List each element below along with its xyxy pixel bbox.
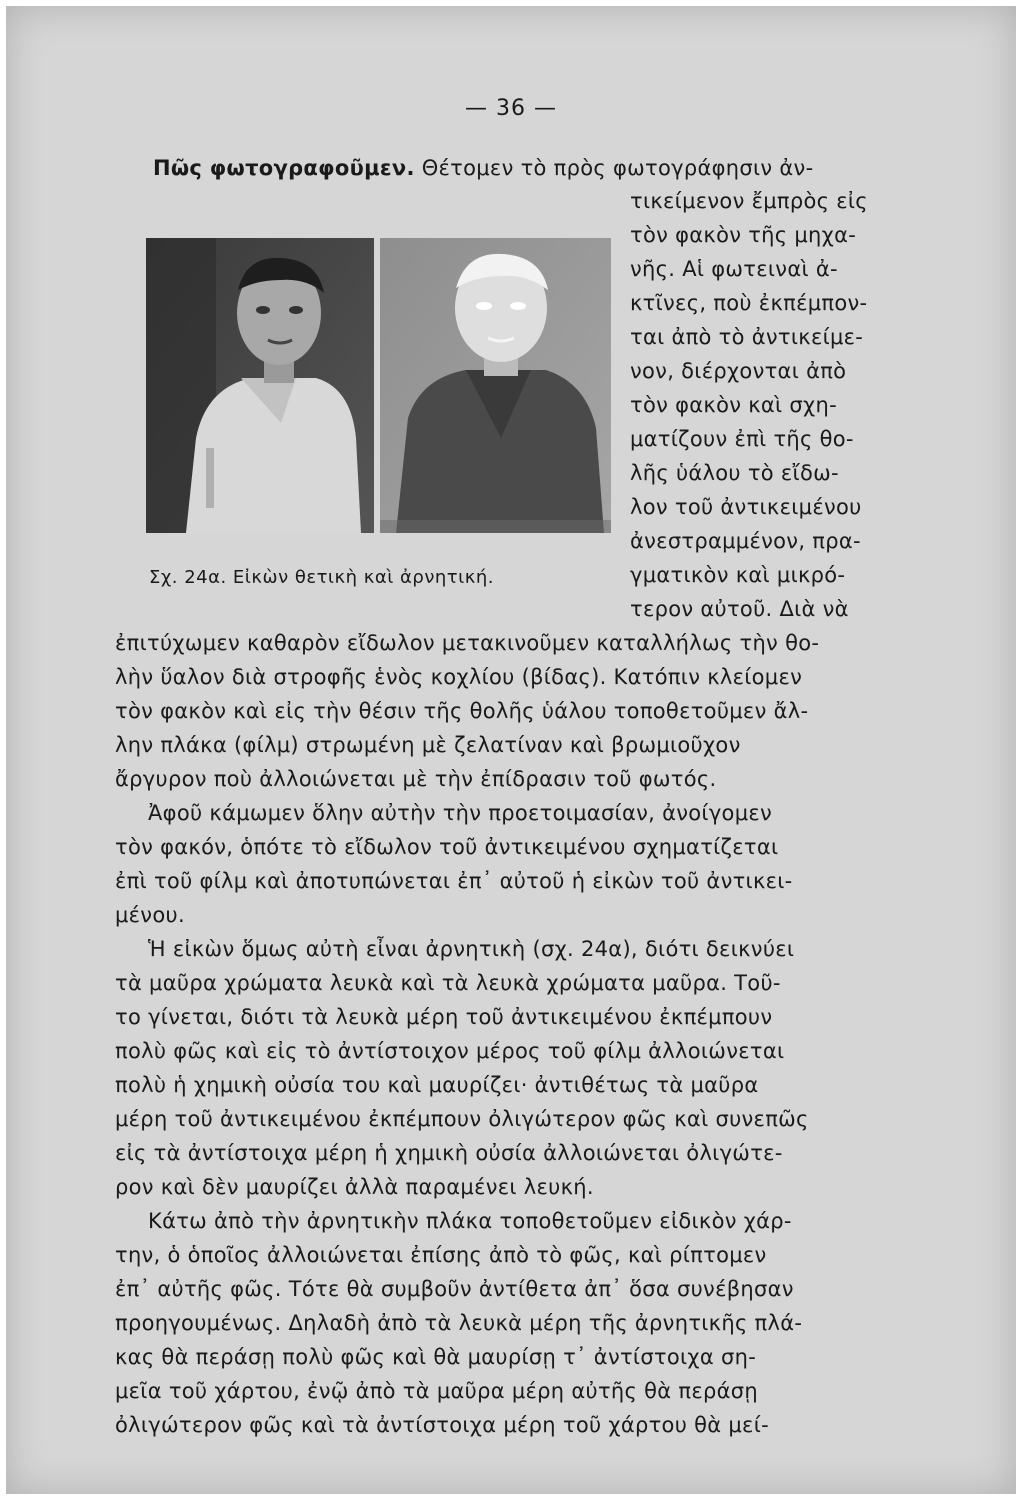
text-line: τὸν φακόν, ὁπότε τὸ εἴδωλον τοῦ ἀντικειμένου σχηματίζεται [115,835,779,859]
text-line: ἀνεστραμμένον, πρα- [630,529,861,553]
negative-photo [380,238,611,533]
text-line: προηγουμένως. Δηλαδὴ ἀπὸ τὰ λευκὰ μέρη τῆς ἀρνητικῆς πλά- [115,1311,803,1335]
text-line: κας θὰ περάσῃ πολὺ φῶς καὶ θὰ μαυρίσῃ τ᾽ ἀντίστοιχα ση- [115,1345,757,1369]
page-number: — 36 — [465,96,557,121]
text-line: κτῖνες, ποὺ ἐκπέμπον- [630,291,868,315]
text-line: ὀλιγώτερον φῶς καὶ τὰ ἀντίστοιχα μέρη τοῦ χάρτου θὰ μεί- [115,1413,769,1437]
text-line: τερον αὐτοῦ. Διὰ νὰ [630,597,849,621]
text-line: Κάτω ἀπὸ τὴν ἀρνητικὴν πλάκα τοποθετοῦμεν εἰδικὸν χάρ- [148,1209,792,1233]
text-line: ται ἀπὸ τὸ ἀντικείμε- [630,325,864,349]
text-line: νον, διέρχονται ἀπὸ [630,359,847,383]
text-line: Ἡ εἰκὼν ὅμως αὐτὴ εἶναι ἀρνητικὴ (σχ. 24α), διότι δεικνύει [148,937,795,961]
figure-caption: Σχ. 24α. Εἰκὼν θετικὴ καὶ ἀρνητική. [149,567,494,588]
figure-photos [146,238,611,533]
text-line: Πῶς φωτογραφοῦμεν. Θέτομεν τὸ πρὸς φωτογράφησιν ἀν- [153,156,814,180]
text-line: την, ὁ ὁποῖος ἀλλοιώνεται ἐπίσης ἀπὸ τὸ φῶς, καὶ ρίπτομεν [115,1243,767,1267]
positive-photo [146,238,374,533]
text-line: εἰς τὰ ἀντίστοιχα μέρη ἡ χημικὴ οὐσία ἀλλοιώνεται ὀλιγώτε- [115,1141,783,1165]
text-line: μεῖα τοῦ χάρτου, ἐνῷ ἀπὸ τὰ μαῦρα μέρη αὐτῆς θὰ περάσῃ [115,1379,758,1403]
section-heading: Πῶς φωτογραφοῦμεν. [153,156,415,180]
text-line: λην πλάκα (φίλμ) στρωμένη μὲ ζελατίναν καὶ βρωμιοῦχον [115,733,741,757]
text-line: τὰ μαῦρα χρώματα λευκὰ καὶ τὰ λευκὰ χρώματα μαῦρα. Τοῦ- [115,971,781,995]
text-line: πολὺ φῶς καὶ εἰς τὸ ἀντίστοιχον μέρος τοῦ φίλμ ἀλλοιώνεται [115,1039,785,1063]
text-line: λον τοῦ ἀντικειμένου [630,495,862,519]
text-line: πολὺ ἡ χημικὴ οὐσία του καὶ μαυρίζει· ἀντιθέτως τὰ μαῦρα [115,1073,759,1097]
text-line: το γίνεται, διότι τὰ λευκὰ μέρη τοῦ ἀντικειμένου ἐκπέμπουν [115,1005,773,1029]
text-line: τὸν φακὸν τῆς μηχα- [630,223,857,247]
text-line: τὸν φακὸν καὶ σχη- [630,393,837,417]
text-line: ἄργυρον ποὺ ἀλλοιώνεται μὲ τὴν ἐπίδρασιν τοῦ φωτός. [115,767,717,791]
text-line: μέρη τοῦ ἀντικειμένου ἐκπέμπουν ὀλιγώτερον φῶς καὶ συνεπῶς [115,1107,809,1131]
figure-24a [146,238,611,533]
text-line: Ἀφοῦ κάμωμεν ὅλην αὐτὴν τὴν προετοιμασίαν, ἀνοίγομεν [148,801,773,825]
text-line: ἐπιτύχωμεν καθαρὸν εἴδωλον μετακινοῦμεν καταλλήλως τὴν θο- [115,631,820,655]
text-line: λὴν ὕαλον διὰ στροφῆς ἑνὸς κοχλίου (βίδας). Κατόπιν κλείομεν [115,665,803,689]
text-line: ρον καὶ δὲν μαυρίζει ἀλλὰ παραμένει λευκή. [115,1175,594,1199]
text-line: μένου. [115,903,185,927]
text-line: τὸν φακὸν καὶ εἰς τὴν θέσιν τῆς θολῆς ὑάλου τοποθετοῦμεν ἄλ- [115,699,809,723]
text-line: ἐπ᾽ αὐτῆς φῶς. Τότε θὰ συμβοῦν ἀντίθετα ἀπ᾽ ὅσα συνέβησαν [115,1277,794,1301]
text-line: ἐπὶ τοῦ φίλμ καὶ ἀποτυπώνεται ἐπ᾽ αὐτοῦ ἡ εἰκὼν τοῦ ἀντικει- [115,869,793,893]
book-page [6,6,1016,1494]
text-line: νῆς. Αἱ φωτειναὶ ἀ- [630,257,838,281]
figure-divider [374,238,380,533]
text-line: τικείμενον ἔμπρὸς εἰς [630,189,868,213]
text-line: γματικὸν καὶ μικρό- [630,563,846,587]
text-line: ματίζουν ἐπὶ τῆς θο- [630,427,854,451]
text-line: λῆς ὑάλου τὸ εἴδω- [630,461,839,485]
